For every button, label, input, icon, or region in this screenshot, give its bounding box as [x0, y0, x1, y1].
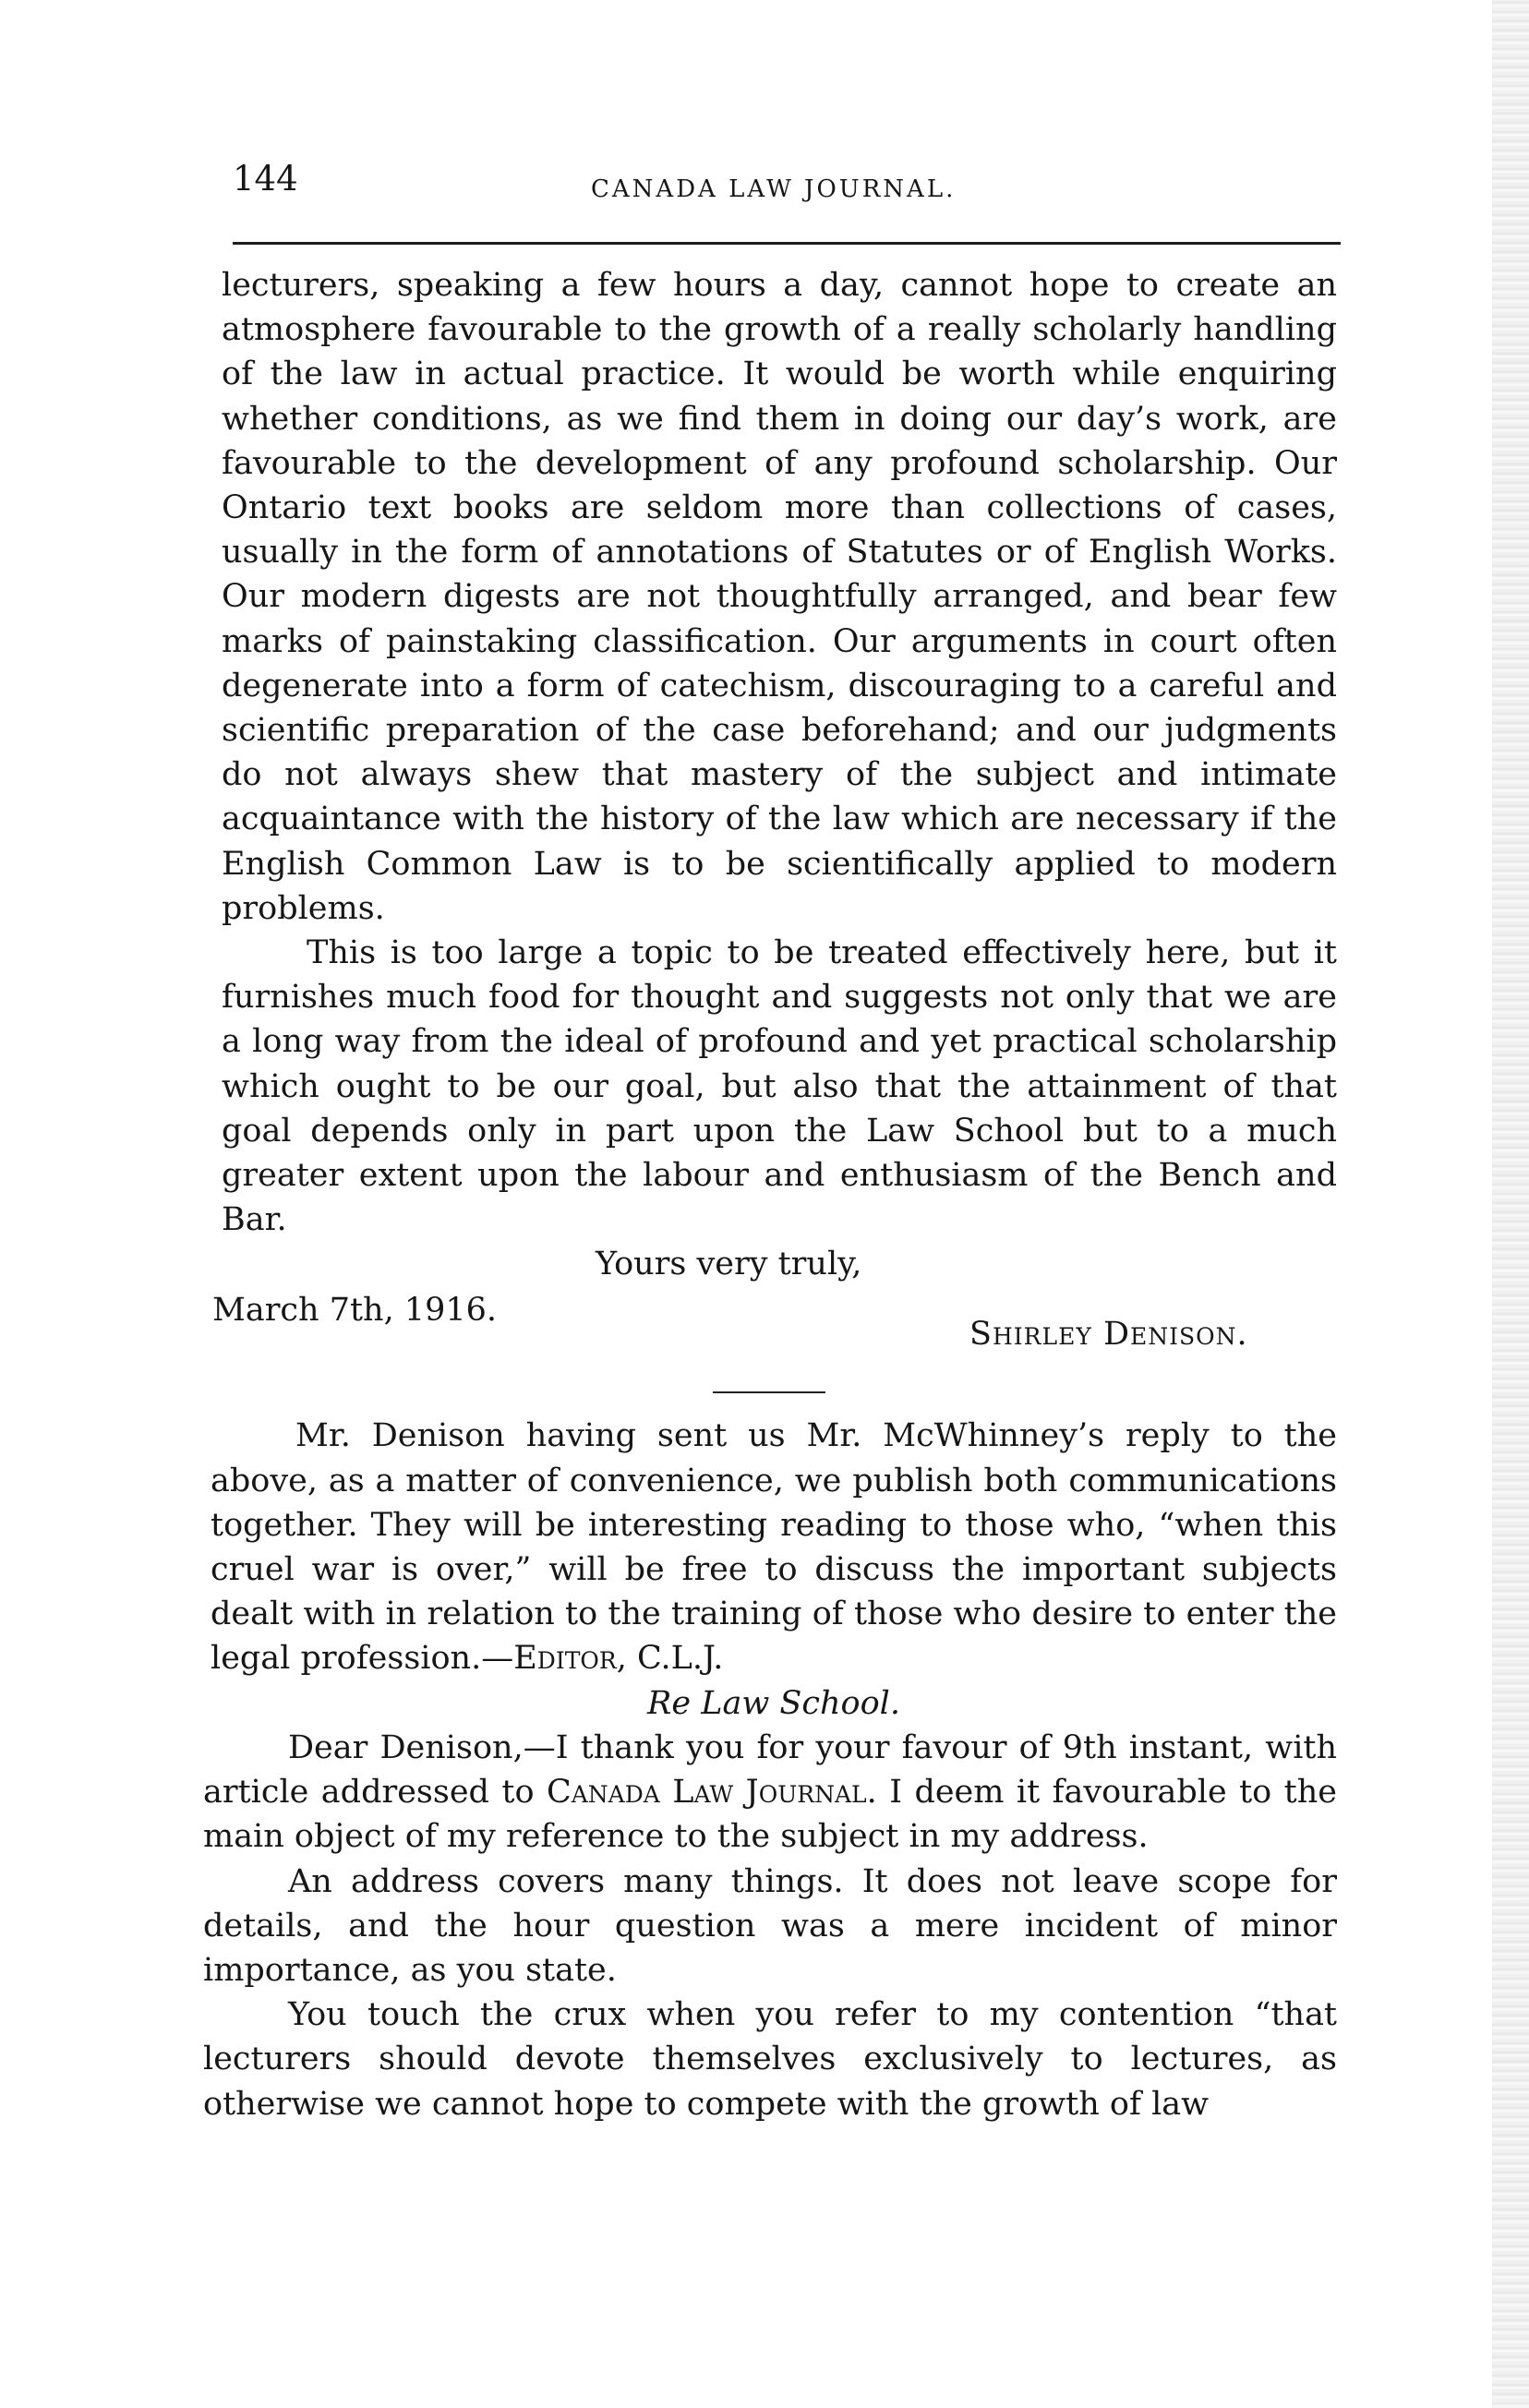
section-divider: [713, 1391, 825, 1393]
letter-date: March 7th, 1916.: [212, 1292, 498, 1330]
letter-closing: [212, 1242, 1337, 1360]
reply-letter: [203, 1726, 1337, 2126]
letter-paragraph-1: lecturers, speaking a few hours a day, cannot hope to create an atmosphere favourable to the growth of a really scholarly handling of the law in actual practice. It would be worth while enquiring whether conditions, as we find them in doing our day’s work, are favourable to the development of any profound scholarship. Our Ontario text books are seldom more than collections of cases, usually in the form of annotations of Statutes or of English Works. Our modern digests are not thoughtfully arranged, and bear few marks of painstaking classification. Our arguments in court often degenerate into a form of catechism, discouraging to a careful and scientific preparation of the case beforehand; and our judgments do not always shew that mastery of the subject and intimate acquaintance with the history of the law which are necessary if the English Common Law is to be scientifically applied to modern problems.: [222, 267, 1337, 927]
reply-paragraph-2: An address covers many things. It does not leave scope for details, and the hour question was a mere incident of minor importance, as you state.: [203, 1862, 1337, 1989]
page-number: 144: [233, 159, 298, 199]
journal-name: Canada Law Journal.: [546, 1774, 877, 1812]
editor-note-text: Mr. Denison having sent us Mr. McWhinney’s reply to the above, as a matter of convenience, we publish both communications together. They will be interesting reading to those who, “when this cruel war is over,” will be free to discuss the important subjects dealt with in relation to the training of those who desire to enter the legal profession.—: [211, 1417, 1337, 1678]
page-body: [203, 263, 1337, 2126]
page-edge-shadow: [1492, 0, 1529, 2408]
reply-p1-start: Dear Denison,—I thank you for your favour of 9th instant, with article addressed to: [203, 1728, 1337, 1812]
reply-p1-end: I deem it favourable to the main object of my reference to the subject in my address.: [203, 1774, 1337, 1856]
reply-paragraph-1: [203, 1726, 1337, 1860]
header-rule: [233, 242, 1341, 245]
signature: Shirley Denison.: [969, 1316, 1248, 1354]
editor-note-block: [211, 1414, 1337, 1725]
section-title: Re Law School.: [647, 1684, 900, 1722]
reply-paragraph-3: You touch the crux when you refer to my contention “that lecturers should devote themselves exclusively to lectures, as otherwise we cannot hope to compete with the growth of law: [203, 1996, 1337, 2123]
closing-phrase: Yours very truly,: [596, 1246, 862, 1283]
editor-signoff: Editor, C.L.J.: [513, 1640, 724, 1678]
running-header: [233, 155, 1341, 211]
editor-note: [211, 1414, 1337, 1680]
letter-paragraph-2: This is too large a topic to be treated effectively here, but it furnishes much food for thought and suggests not only that we are a long way from the ideal of profound and yet practical scholarship which ought to be our goal, but also that the attainment of that goal depends only in part upon the Law School but to a much greater extent upon the labour and enthusiasm of the Bench and Bar.: [222, 934, 1337, 1239]
running-title: CANADA LAW JOURNAL.: [591, 175, 957, 203]
